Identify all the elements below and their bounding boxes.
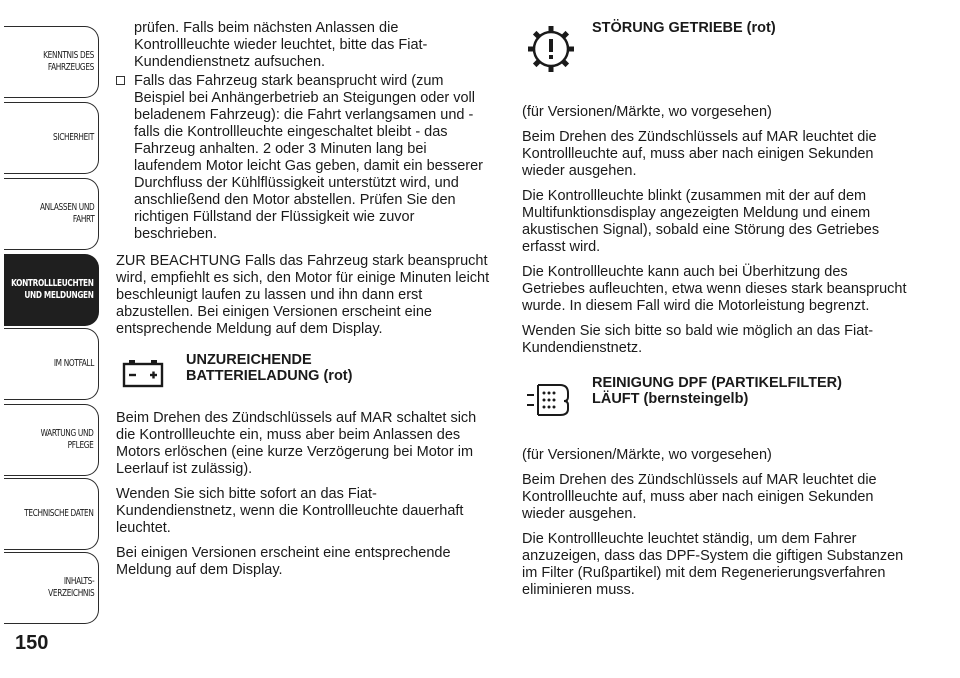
tab-wartung-und-pflege[interactable]: [4, 404, 99, 476]
tab-anlassen-und-fahrt[interactable]: [4, 178, 99, 250]
battery-warning-title: UNZUREICHENDE BATTERIELADUNG (rot): [186, 352, 353, 384]
right-column: [522, 0, 907, 607]
battery-warning-section: [116, 352, 496, 396]
list-item: [116, 73, 496, 243]
tab-technische-daten[interactable]: [4, 478, 99, 550]
paragraph: Die Kontrollleuchte kann auch bei Überhitzung des Getriebes aufleuchten, etwa wenn dieses stark beansprucht wurde. In diesem Fall wird die Motorleistung begrenzt.: [522, 264, 907, 314]
dpf-warning-section: [522, 375, 907, 423]
paragraph: Wenden Sie sich bitte sofort an das Fiat-Kundendienstnetz, wenn die Kontrollleuchte dauerhaft leuchtet.: [116, 486, 464, 536]
tab-label: WARTUNG UND PFLEGE: [41, 428, 94, 451]
tab-label: SICHERHEIT: [53, 132, 94, 143]
paragraph: Die Kontrollleuchte leuchtet ständig, um dem Fahrer anzuzeigen, dass das DPF-System die giftigen Substanzen im Filter (Rußpartikel) mit dem Regenerierungsverfahren eliminieren muss.: [522, 531, 904, 598]
tab-label: ANLASSEN UND FAHRT: [39, 202, 94, 225]
tab-label: TECHNISCHE DATEN: [24, 508, 94, 519]
tab-kontrollleuchten-und-meldungen[interactable]: [4, 254, 99, 326]
continued-paragraph: prüfen. Falls beim nächsten Anlassen die Kontrollleuchte wieder leuchtet, bitte das Fiat-Kundendienstnetz aufsuchen.: [134, 20, 428, 70]
battery-icon: [116, 352, 186, 396]
dpf-filter-icon: [522, 375, 592, 423]
paragraph: Beim Drehen des Zündschlüssels auf MAR leuchtet die Kontrollleuchte auf, muss aber nach einigen Sekunden wieder ausgehen.: [522, 129, 877, 179]
gearbox-warning-icon: [522, 20, 592, 78]
gearbox-warning-section: [522, 20, 907, 78]
paragraph: (für Versionen/Märkte, wo vorgesehen): [522, 447, 772, 463]
list-item-text: Falls das Fahrzeug stark beansprucht wird (zum Beispiel bei Anhängerbetrieb an Steigungen oder voll beladenem Fahrzeug): die Fahrt verlangsamen und - falls die Kontrollleuchte eingeschaltet bleibt - das Fahrzeug anhalten. 2 oder 3 Minuten lang bei laufendem Motor leicht Gas geben, damit ein besserer Durchfluss der Kühlflüssigkeit unterstützt wird, und anschließend den Motor abstellen. Prüfen Sie den richtigen Füllstand der Flüssigkeit wie zuvor beschrieben.: [134, 73, 483, 242]
tab-label: IM NOTFALL: [53, 358, 94, 369]
tab-im-notfall[interactable]: [4, 328, 99, 400]
page-number: 150: [15, 632, 49, 654]
paragraph: (für Versionen/Märkte, wo vorgesehen): [522, 104, 772, 120]
paragraph: Beim Drehen des Zündschlüssels auf MAR schaltet sich die Kontrollleuchte ein, muss aber beim Anlassen des Motors erlöschen (eine kurze Verzögerung bei Motor im Leerlauf ist zulässig).: [116, 410, 477, 477]
chapter-sidebar: [0, 0, 100, 640]
tab-sicherheit[interactable]: [4, 102, 99, 174]
paragraph: Die Kontrollleuchte blinkt (zusammen mit der auf dem Multifunktionsdisplay angezeigten Meldung und einem akustischen Signal), sobald eine Störung des Getriebes erfasst wird.: [522, 188, 880, 255]
tab-label: KENNTNIS DES FAHRZEUGES: [43, 50, 94, 73]
tab-label: KONTROLLLEUCHTEN UND MELDUNGEN: [11, 278, 94, 301]
tab-kenntnis-des-fahrzeuges[interactable]: [4, 26, 99, 98]
tab-label: INHALTS- VERZEICHNIS: [47, 576, 94, 599]
dpf-warning-title: REINIGUNG DPF (PARTIKELFILTER) LÄUFT (bernsteingelb): [592, 375, 842, 407]
paragraph: Bei einigen Versionen erscheint eine entsprechende Meldung auf dem Display.: [116, 545, 451, 578]
paragraph: Beim Drehen des Zündschlüssels auf MAR leuchtet die Kontrollleuchte auf, muss aber nach einigen Sekunden wieder ausgehen.: [522, 472, 877, 522]
tab-inhaltsverzeichnis[interactable]: [4, 552, 99, 624]
left-column: [116, 0, 496, 587]
paragraph: Wenden Sie sich bitte so bald wie möglich an das Fiat-Kundendienstnetz.: [522, 323, 874, 356]
note-paragraph: ZUR BEACHTUNG Falls das Fahrzeug stark beansprucht wird, empfiehlt es sich, den Motor für einige Minuten leicht beschleunigt laufen zu lassen und ihn dann erst abzustellen. Bei einigen Versionen erscheint eine entsprechende Meldung auf dem Display.: [116, 253, 490, 337]
checkbox-bullet-icon: [116, 76, 125, 85]
gearbox-warning-title: STÖRUNG GETRIEBE (rot): [592, 20, 776, 36]
